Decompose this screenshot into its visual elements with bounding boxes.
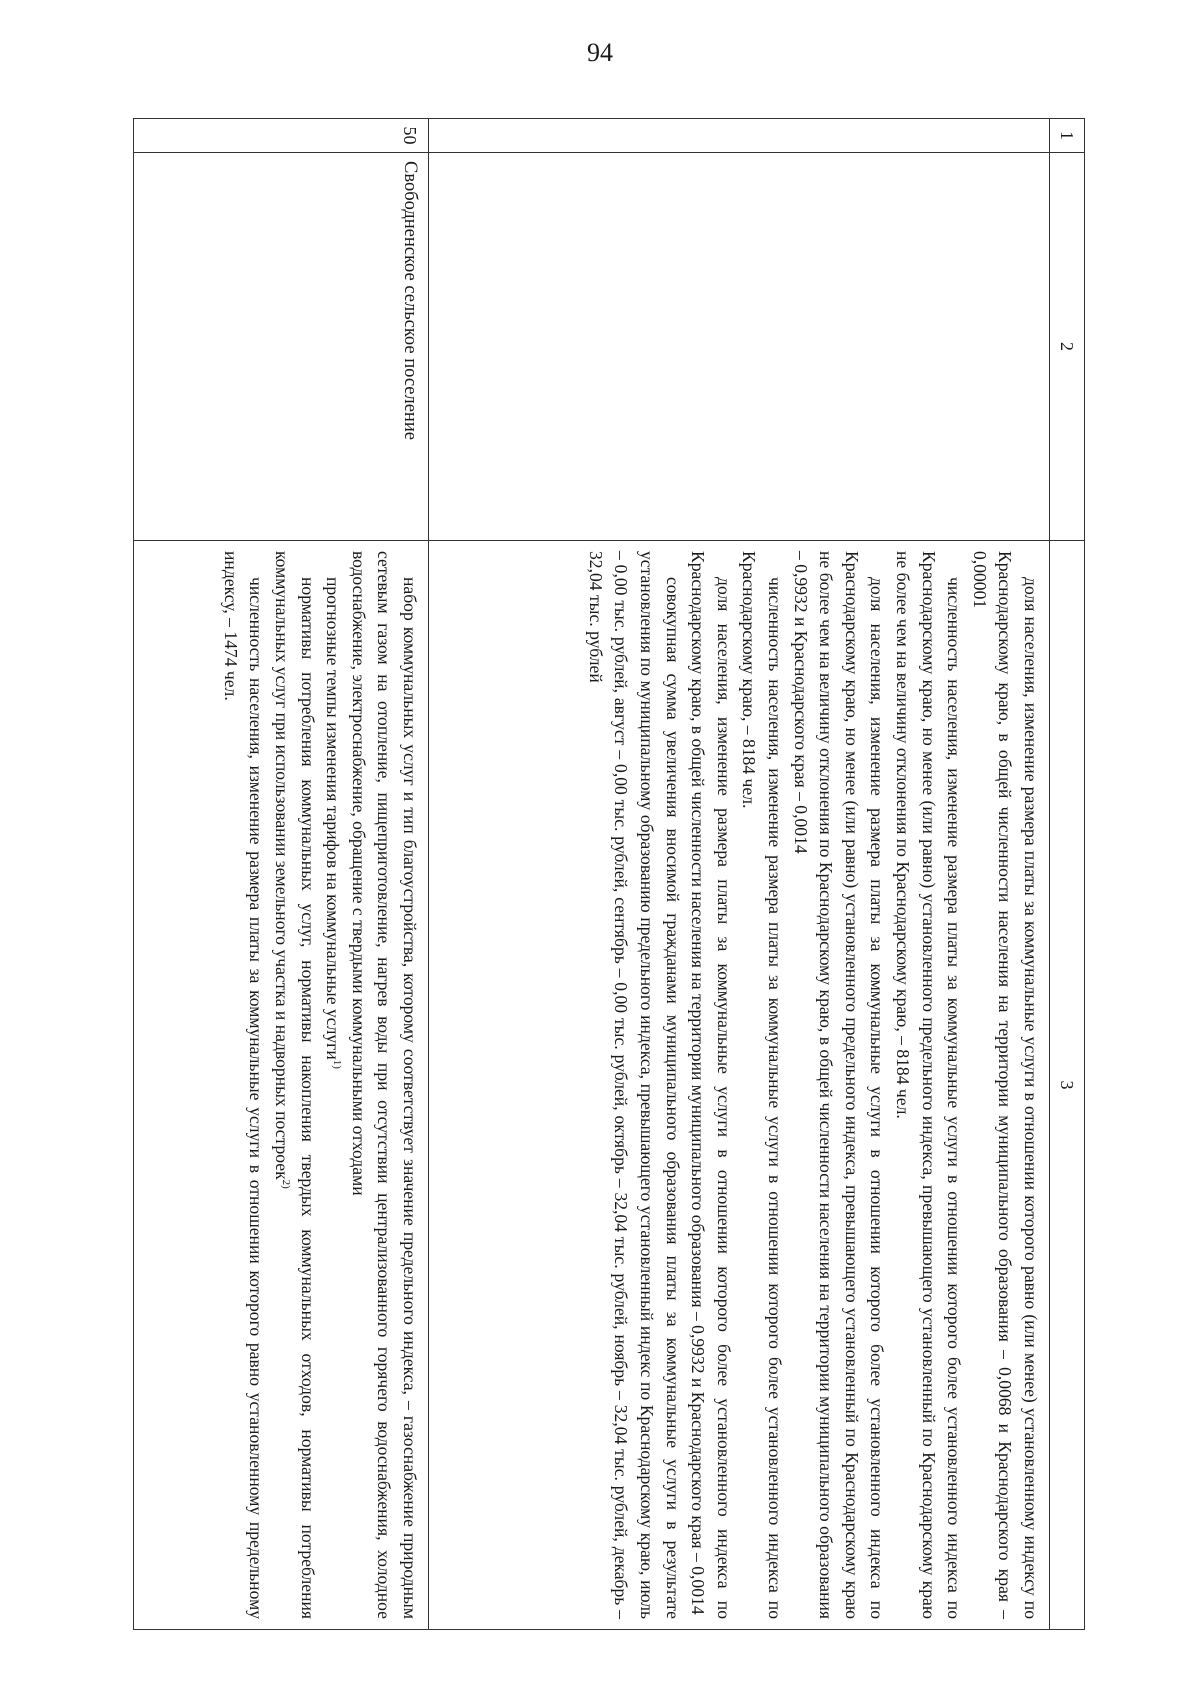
indicator-paragraph: доля населения, изменение размера платы за коммунальные услуги в отношении которого более установленного индекса по Краснодарскому краю, в общей численности населения на территории муниципального образования – 0,9932 и Краснодарского края – 0,0014	[688, 551, 734, 1619]
table-row	[134, 119, 428, 1629]
table-row	[428, 119, 1049, 1629]
column-header-1: 1	[1050, 119, 1084, 153]
row-number: 50	[134, 119, 428, 153]
municipality-name	[429, 153, 1049, 541]
footnote-marker: 2)	[279, 1179, 292, 1189]
indicator-paragraph: доля населения, изменение размера платы за коммунальные услуги в отношении которого равно (или менее) установленному индексу по Краснодарскому краю, в общей численности населения на территории муниципального образования – 0,0068 и Краснодарского края – 0,00001	[969, 551, 1041, 1619]
page-number: 94	[587, 38, 613, 67]
indicator-text: прогнозные темпы изменения тарифов на коммунальные услуги	[323, 577, 344, 1060]
indicator-paragraph: совокупная сумма увеличения вносимой гражданами муниципального образования платы за коммунальные услуги в результате установления по муниципальному образованию предельного индекса, превышающего установленный индекс по Краснодарскому краю, июль – 0,00 тыс. рублей, август – 0,00 тыс. рублей, сентябрь – 0,00 тыс. рублей, октябрь – 32,04 тыс. рублей, ноябрь – 32,04 тыс. рублей, декабрь – 32,04 тыс. рублей	[585, 551, 683, 1619]
indicator-table	[133, 118, 1085, 1630]
indicators-cell	[134, 541, 428, 1629]
indicator-paragraph: численность населения, изменение размера платы за коммунальные услуги в отношении которого более установленного индекса по Краснодарскому краю, но менее (или равно) установленного предельного индекса, превышающего установленный по Краснодарскому краю не более чем на величину отклонения по Краснодарскому краю, – 8184 чел.	[893, 551, 965, 1619]
footnote-marker: 1)	[331, 1059, 344, 1069]
column-header-3: 3	[1057, 1080, 1077, 1090]
column-header-2: 2	[1050, 153, 1084, 541]
municipality-name: Свободненское сельское поселение	[134, 153, 428, 541]
indicator-paragraph: доля населения, изменение размера платы за коммунальные услуги в отношении которого более установленного индекса по Краснодарскому краю, но менее (или равно) установленного предельного индекса, превышающего установленный по Краснодарскому краю не более чем на величину отклонения по Краснодарскому краю, в общей численности населения на территории муниципального образования – 0,9932 и Краснодарского края – 0,0014	[790, 551, 888, 1619]
indicator-paragraph	[268, 551, 319, 1619]
indicators-cell	[429, 541, 1049, 1629]
indicator-paragraph	[320, 551, 346, 1619]
indicator-paragraph: численность населения, изменение размера платы за коммунальные услуги в отношении которого равно установленному предельному индексу, – 1474 чел.	[220, 551, 267, 1619]
table-header-row	[1049, 119, 1084, 1629]
indicator-paragraph: набор коммунальных услуг и тип благоустройства, которому соответствует значение предельного индекса, – газоснабжение природным сетевым газом на отопление, пищеприготовление, нагрев воды при отсутствии централизованного горячего водоснабжения, холодное водоснабжение, электроснабжение, обращение с твердыми коммунальными отходами	[348, 551, 420, 1619]
indicator-paragraph: численность населения, изменение размера платы за коммунальные услуги в отношении которого более установленного индекса по Краснодарскому краю, – 8184 чел.	[739, 551, 786, 1619]
row-number	[429, 119, 1049, 153]
indicator-text: нормативы потребления коммунальных услуг, нормативы накопления твердых коммунальных отходов, нормативы потребления коммунальных услуг при использовании земельного участка и надворных построек	[272, 551, 318, 1619]
